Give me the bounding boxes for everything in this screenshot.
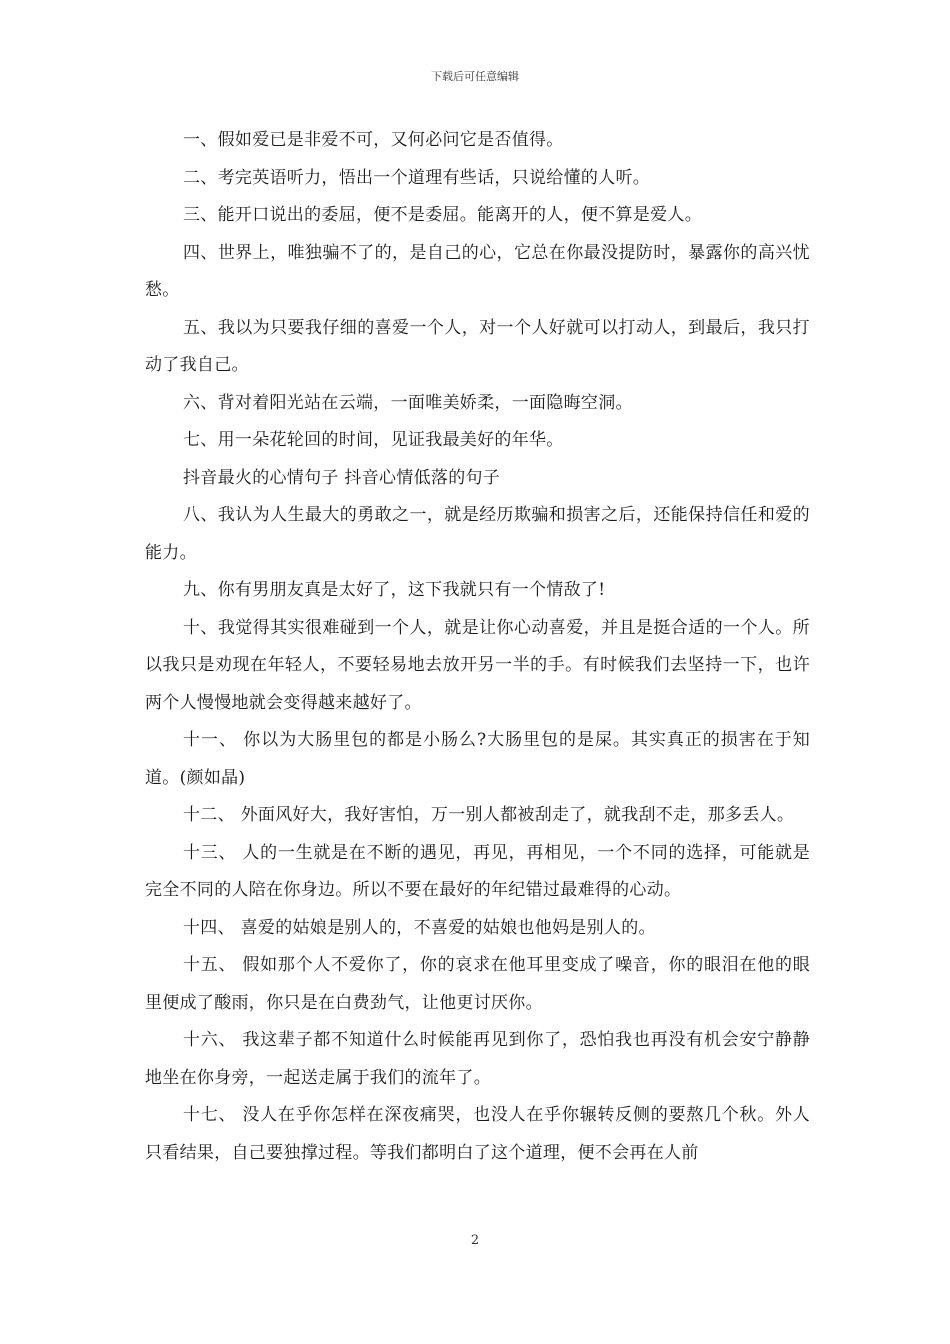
paragraph: 二、考完英语听力，悟出一个道理有些话，只说给懂的人听。 [183,167,651,188]
paragraph: 八、我认为人生最大的勇敢之一，就是经历欺骗和损害之后，还能保持信任和爱的能力。 [145,505,810,563]
paragraph: 三、能开口说出的委屈，便不是委屈。能离开的人，便不算是爱人。 [183,205,702,225]
paragraph: 六、背对着阳光站在云端，一面唯美娇柔，一面隐晦空洞。 [183,392,633,413]
paragraph: 七、用一朵花轮回的时间，见证我最美好的年华。 [183,430,564,450]
paragraph: 十七、 没人在乎你怎样在深夜痛哭，也没人在乎你辗转反侧的要熬几个秋。外人只看结果，自己要独撑过程。等我们都明白了这个道理，便不会再在人前 [145,1105,810,1163]
section-heading: 抖音最火的心情句子 抖音心情低落的句子 [183,467,501,488]
paragraph: 十四、 喜爱的姑娘是别人的，不喜爱的姑娘也他妈是别人的。 [183,917,656,938]
paragraph: 一、假如爱已是非爱不可，又何必问它是否值得。 [183,130,564,150]
paragraph: 四、世界上，唯独骗不了的，是自己的心，它总在你最没提防时，暴露你的高兴忧愁。 [145,242,810,300]
paragraph: 十三、 人的一生就是在不断的遇见，再见，再相见，一个不同的选择，可能就是完全不同的人陪在你身边。所以不要在最好的年纪错过最难得的心动。 [145,842,810,900]
document-body [145,122,810,1172]
paragraph: 十六、 我这辈子都不知道什么时候能再见到你了，恐怕我也再没有机会安宁静静地坐在你身旁，一起送走属于我们的流年了。 [145,1030,810,1088]
paragraph: 十五、 假如那个人不爱你了，你的哀求在他耳里变成了噪音，你的眼泪在他的眼里便成了酸雨，你只是在白费劲气，让他更讨厌你。 [145,955,810,1013]
paragraph: 十二、 外面风好大，我好害怕，万一别人都被刮走了，就我刮不走，那多丢人。 [183,805,795,825]
page-number: 2 [470,1233,480,1248]
paragraph: 九、你有男朋友真是太好了，这下我就只有一个情敌了! [183,580,606,600]
page-header: 下载后可任意编辑 [431,70,519,83]
paragraph: 十一、 你以为大肠里包的都是小肠么?大肠里包的是屎。其实真正的损害在于知道。(颜如晶) [145,730,810,788]
paragraph: 十、我觉得其实很难碰到一个人，就是让你心动喜爱，并且是挺合适的一个人。所以我只是劝现在年轻人，不要轻易地去放开另一半的手。有时候我们去坚持一下，也许两个人慢慢地就会变得越来越好了。 [145,617,810,713]
paragraph: 五、我以为只要我仔细的喜爱一个人，对一个人好就可以打动人，到最后，我只打动了我自己。 [145,317,810,375]
